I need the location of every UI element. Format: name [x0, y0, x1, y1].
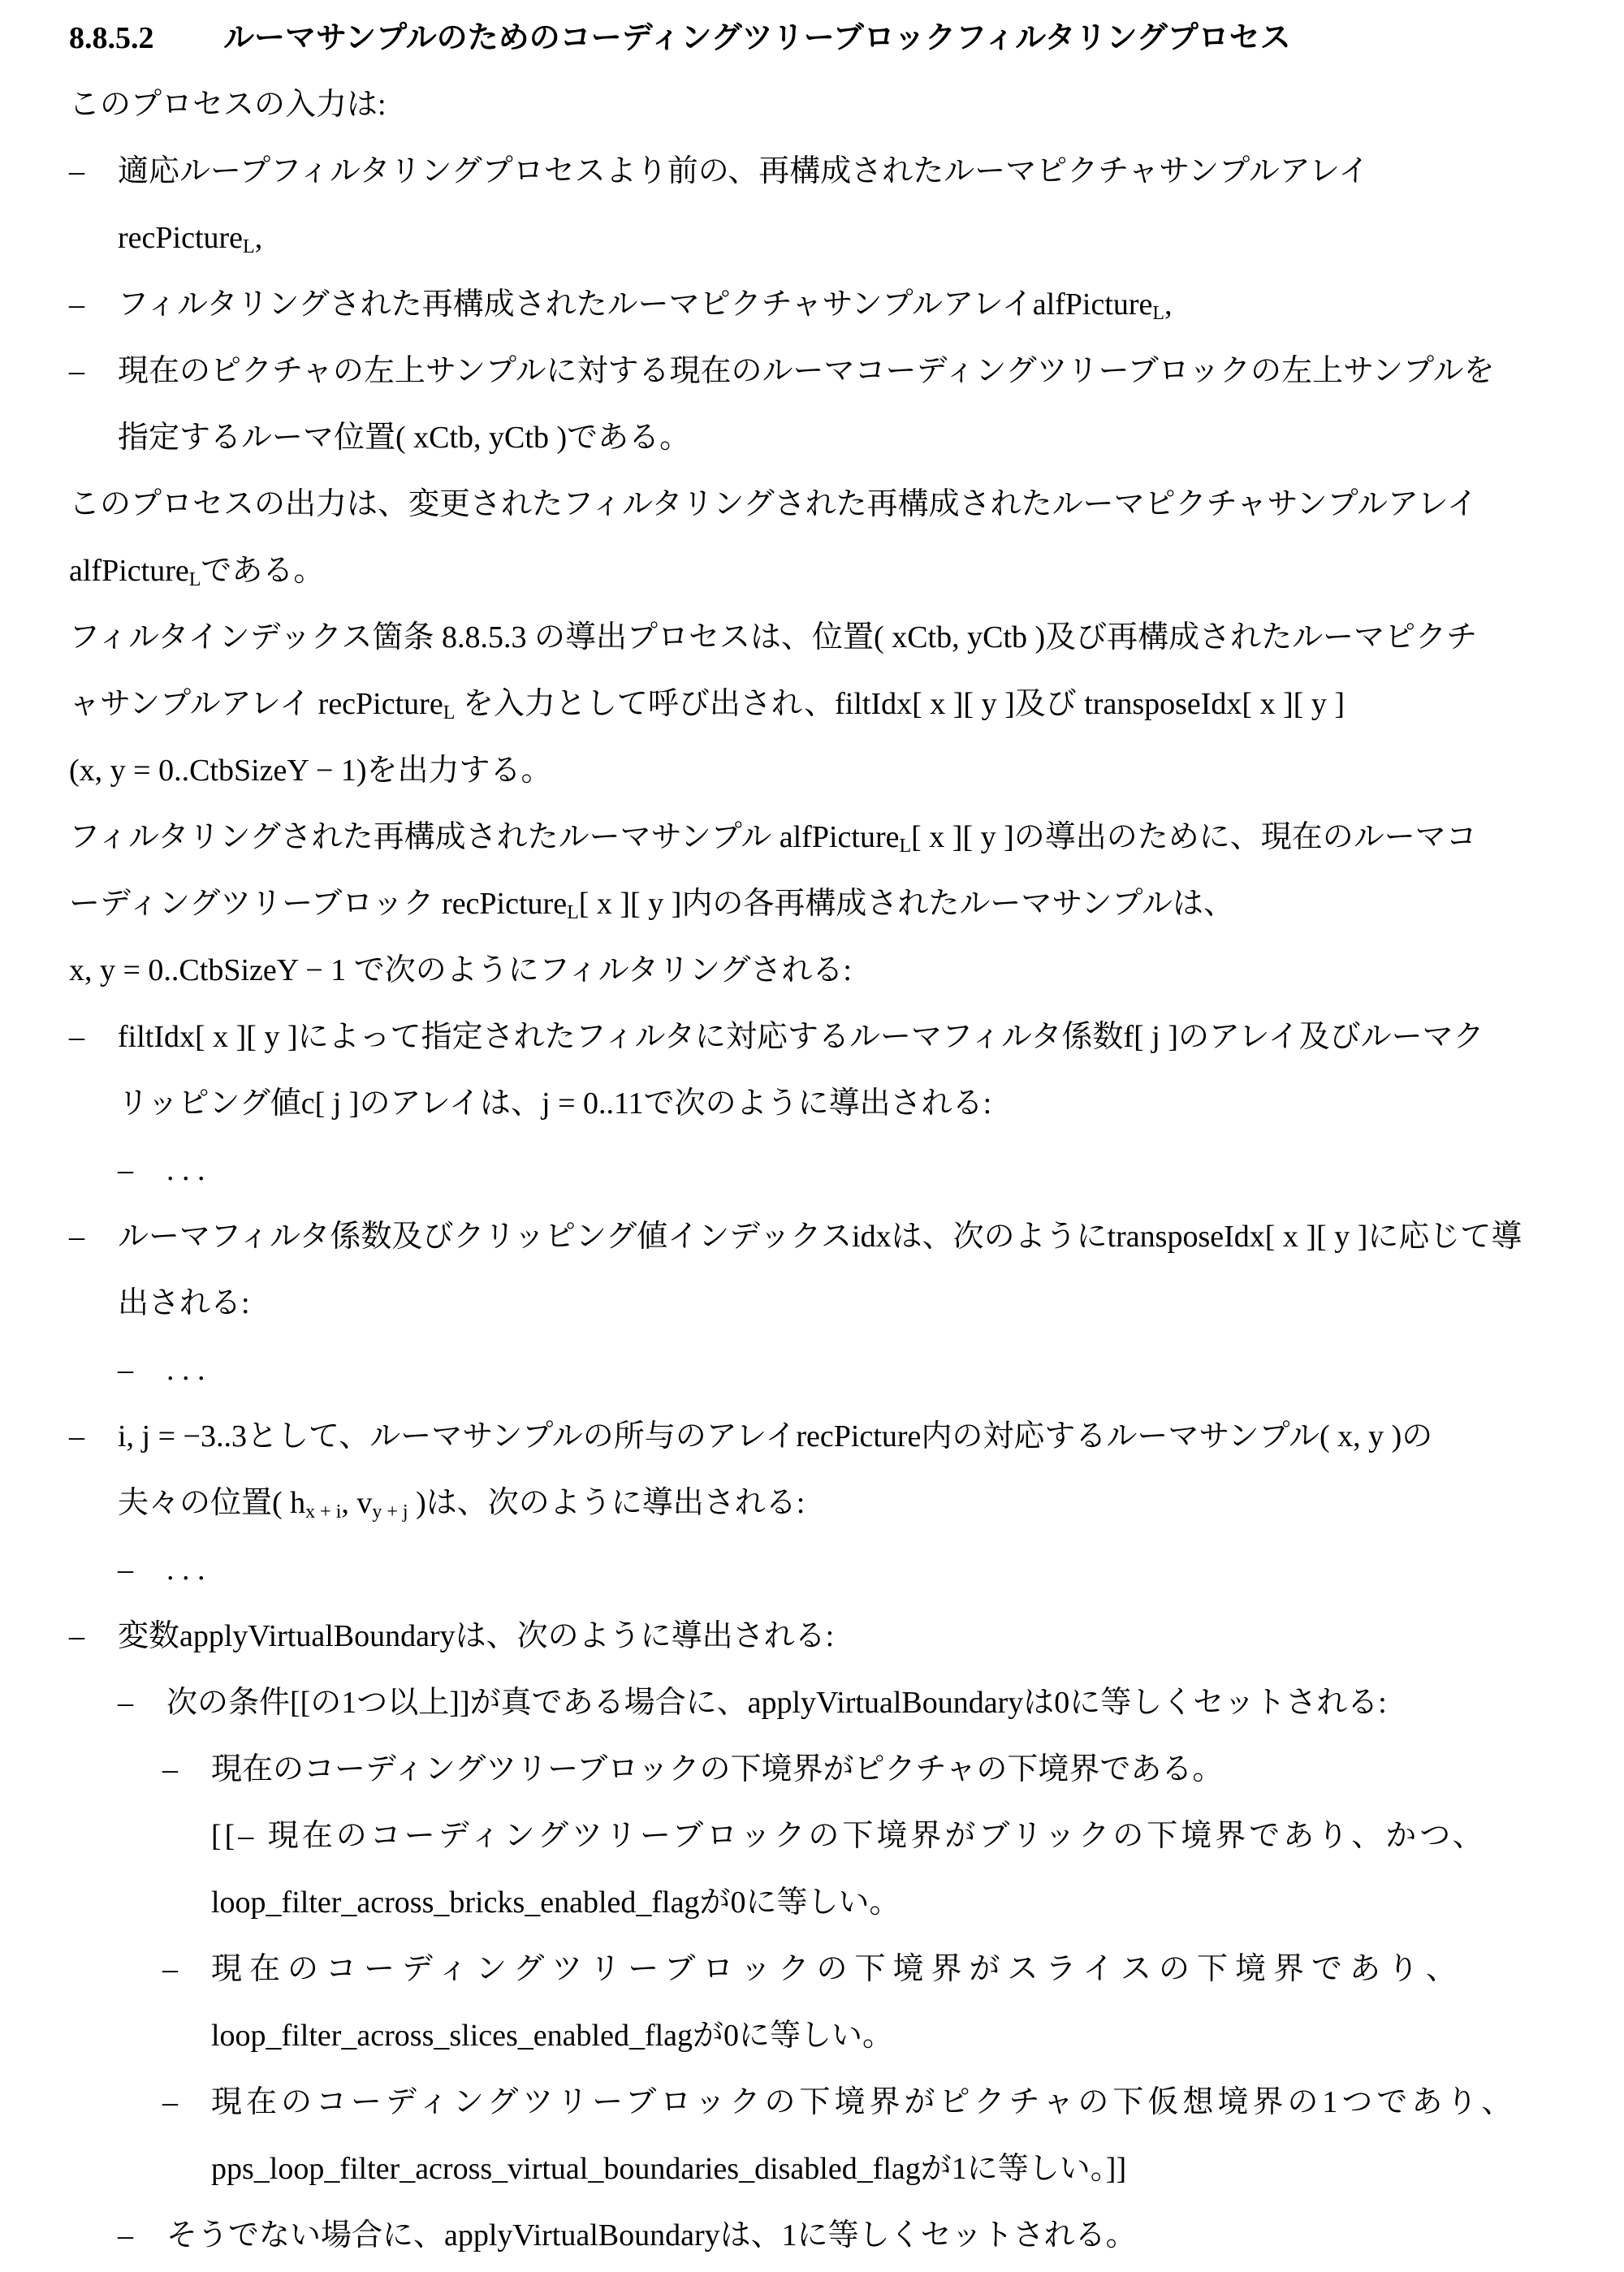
subscript: L — [243, 236, 255, 257]
text: loop_filter_across_slices_enabled_flagが0に等しい。 — [211, 2019, 894, 2053]
subscript: y + j — [372, 1501, 408, 1523]
text: ルーマフィルタ係数及びクリッピング値インデックスidxは、次のようにtransposeIdx[ x ][ y ]に応じて導 — [118, 1220, 1522, 1254]
output-intro — [69, 489, 1478, 520]
dash-bullet: – — [69, 287, 84, 322]
subscript: L — [899, 836, 912, 857]
text: リッピング値c[ j ]のアレイは、j = 0..11で次のように導出される: — [118, 1086, 992, 1121]
slice-flag-line — [211, 2020, 893, 2051]
dash-bullet: – — [69, 1220, 84, 1254]
subscript: L — [1152, 303, 1165, 324]
dash-bullet: – — [162, 1752, 178, 1786]
subscript: L — [567, 902, 579, 923]
subscript: L — [443, 702, 456, 723]
derivation-paragraph — [69, 820, 1477, 857]
text: フィルタリングされた再構成されたルーマサンプル alfPicture — [69, 820, 900, 854]
text: filtIdx[ x ][ y ]によって指定されたフィルタに対応するルーマフィルタ係数f[ j ]のアレイ及びルーマク — [118, 1020, 1484, 1054]
dash-bullet: – — [118, 1553, 133, 1587]
input-intro — [69, 89, 387, 120]
text: 指定するルーマ位置( xCtb, yCtb )である。 — [118, 421, 691, 455]
list-item-continuation — [118, 1088, 991, 1119]
text: 次の条件[[の1つ以上]]が真である場合に、applyVirtualBoundaryは0に等しくセットされる: — [166, 1686, 1387, 1720]
text: ーディングツリーブロック recPicture — [69, 887, 568, 921]
ellipsis: . . . — [166, 1353, 205, 1387]
virtual-boundary-flag-line — [211, 2153, 1126, 2184]
text: loop_filter_across_bricks_enabled_flagが0に等しい。 — [211, 1885, 901, 1920]
text: である。 — [201, 554, 325, 588]
dash-bullet: – — [118, 1353, 133, 1387]
filter-index-paragraph-cont — [69, 687, 1345, 723]
text: フィルタリングされた再構成されたルーマピクチャサンプルアレイalfPicture — [118, 287, 1153, 322]
deleted-brick-condition — [211, 1821, 1487, 1851]
derivation-paragraph-cont — [69, 955, 852, 986]
text: , v — [341, 1486, 373, 1520]
text: , — [254, 221, 263, 255]
ellipsis: . . . — [166, 1553, 205, 1587]
text: ャサンプルアレイ recPicture — [69, 687, 443, 721]
text: i, j = −3..3として、ルーマサンプルの所与のアレイrecPicture内の対応するルーマサンプル( x, y )の — [118, 1419, 1433, 1453]
dash-bullet: – — [69, 1020, 84, 1054]
dash-bullet: – — [69, 154, 84, 188]
section-heading — [69, 23, 1291, 54]
dash-bullet: – — [69, 354, 84, 388]
output-continuation — [69, 554, 325, 590]
derivation-paragraph-cont — [69, 887, 1234, 923]
text: 出される: — [118, 1286, 250, 1320]
text: , — [1164, 287, 1173, 322]
dash-bullet: – — [69, 1419, 84, 1453]
dash-bullet: – — [69, 1619, 84, 1653]
text: 適応ループフィルタリングプロセスより前の、再構成されたルーマピクチャサンプルアレイ — [118, 154, 1370, 188]
text: そうでない場合に、applyVirtualBoundaryは、1に等しくセットされる。 — [166, 2218, 1137, 2253]
text: x, y = 0..CtbSizeY − 1 で次のようにフィルタリングされる: — [69, 953, 852, 987]
text: 現在のコーディングツリーブロックの下境界がピクチャの下仮想境界の1つであり、 — [211, 2085, 1517, 2119]
list-item-continuation — [118, 422, 690, 453]
dash-bullet: – — [162, 1952, 178, 1986]
text: フィルタインデックス箇条 8.8.5.3 の導出プロセスは、位置( xCtb, yCtb )及び再構成されたルーマピクチ — [69, 620, 1478, 654]
text: を入力として呼び出され、filtIdx[ x ][ y ]及び transposeIdx[ x ][ y ] — [455, 687, 1345, 721]
text: このプロセスの入力は: — [69, 88, 387, 122]
dash-bullet: – — [162, 2085, 178, 2119]
text: [ x ][ y ]の導出のために、現在のルーマコ — [911, 820, 1477, 854]
text: pps_loop_filter_across_virtual_boundaries_disabled_flagが1に等しい。]] — [211, 2152, 1127, 2186]
text: )は、次のように導出される: — [408, 1486, 806, 1520]
list-item-continuation — [118, 221, 263, 257]
dash-bullet: – — [118, 1153, 133, 1187]
code-term: alfPicture — [69, 554, 189, 588]
list-item-continuation — [118, 1486, 806, 1523]
text: [[– 現在のコーディングツリーブロックの下境界がブリックの下境界であり、かつ、 — [211, 1819, 1487, 1853]
subscript: x + i — [305, 1501, 342, 1523]
ellipsis: . . . — [166, 1153, 205, 1187]
dash-bullet: – — [118, 2218, 133, 2253]
list-item-continuation — [118, 1288, 250, 1319]
brick-flag-line — [211, 1887, 900, 1918]
section-title: ルーマサンプルのためのコーディングツリーブロックフィルタリングプロセス — [223, 21, 1291, 55]
text: 現在のコーディングツリーブロックの下境界がピクチャの下境界である。 — [211, 1752, 1224, 1786]
dash-bullet: – — [118, 1686, 133, 1720]
text: 変数applyVirtualBoundaryは、次のように導出される: — [118, 1619, 835, 1653]
filter-index-paragraph — [69, 622, 1477, 653]
code-term: recPicture — [118, 221, 244, 255]
section-number: 8.8.5.2 — [69, 21, 154, 55]
text: このプロセスの出力は、変更されたフィルタリングされた再構成されたルーマピクチャサンプルアレイ — [69, 487, 1478, 521]
text: 現在のコーディングツリーブロックの下境界がスライスの下境界であり、 — [211, 1952, 1465, 1986]
subscript: L — [188, 569, 201, 590]
text: 夫々の位置( h — [118, 1486, 306, 1520]
text: (x, y = 0..CtbSizeY − 1)を出力する。 — [69, 754, 552, 788]
filter-index-paragraph-cont — [69, 755, 552, 786]
text: 現在のピクチャの左上サンプルに対する現在のルーマコーディングツリーブロックの左上サンプルを — [118, 354, 1495, 388]
text: [ x ][ y ]内の各再構成されたルーマサンプルは、 — [578, 887, 1234, 921]
